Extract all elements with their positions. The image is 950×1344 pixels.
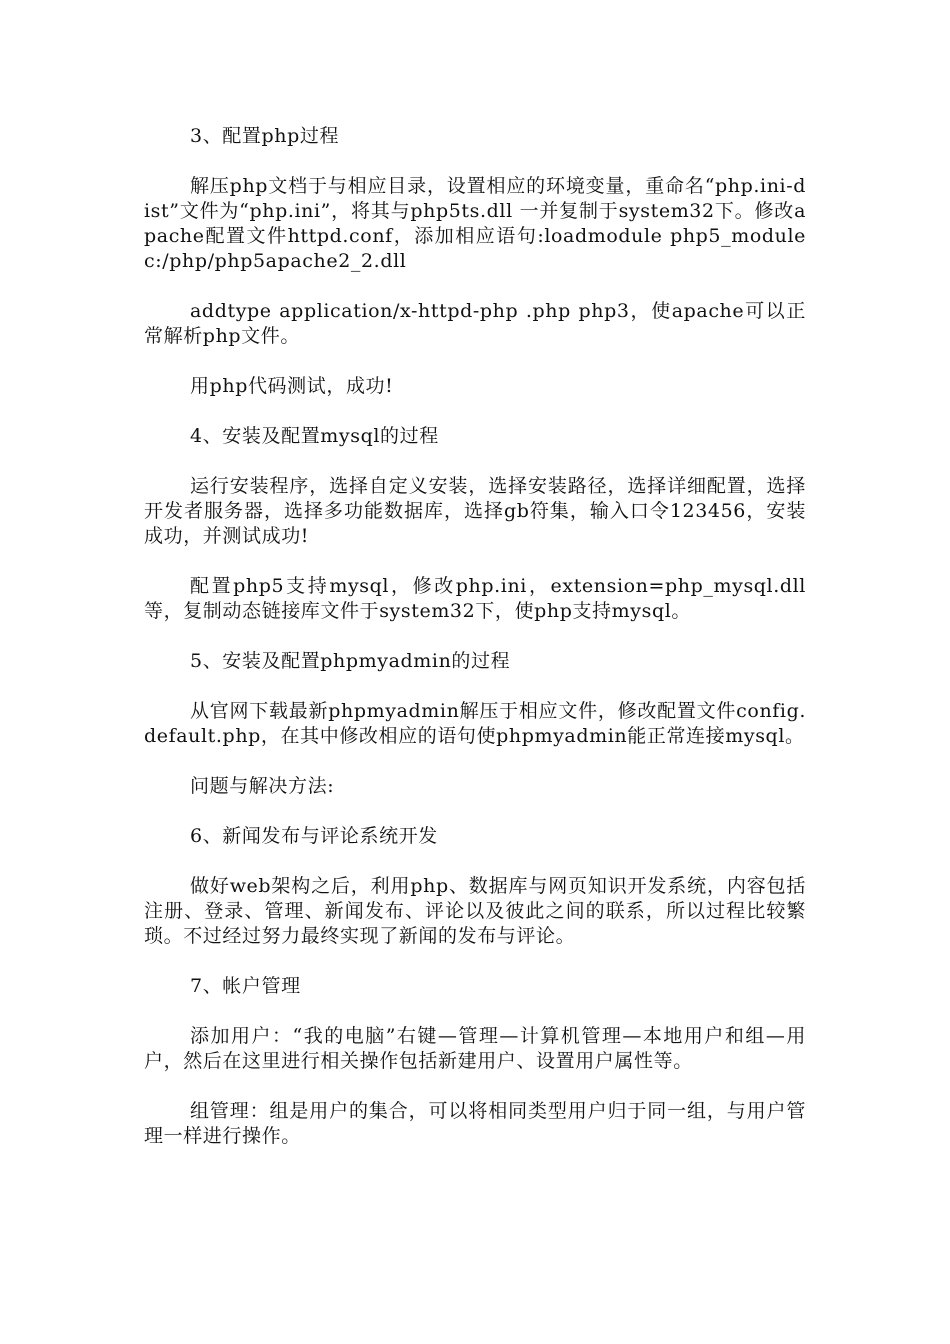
section-heading-php-config: 3、配置php过程 xyxy=(190,125,340,147)
paragraph-php-config: 解压php文档于与相应目录，设置相应的环境变量，重命名“php.ini-dist”文件为“php.ini”，将其与php5ts.dll 一并复制于system32下。修改apache配置文件httpd.conf，添加相应语句:loadmodule php5_module c:/php/php5apache2_2.dll xyxy=(144,175,806,272)
paragraph-group-management: 组管理：组是用户的集合，可以将相同类型用户归于同一组，与用户管理一样进行操作。 xyxy=(144,1100,806,1147)
paragraph-mysql-install: 运行安装程序，选择自定义安装，选择安装路径，选择详细配置，选择开发者服务器，选择多功能数据库，选择gb符集，输入口令123456，安装成功，并测试成功! xyxy=(144,475,806,547)
paragraph-addtype: addtype application/x-httpd-php .php php3，使apache可以正常解析php文件。 xyxy=(144,300,806,347)
document-body xyxy=(144,124,806,1174)
paragraph-php-test: 用php代码测试，成功! xyxy=(190,375,394,397)
paragraph-news-system: 做好web架构之后，利用php、数据库与网页知识开发系统，内容包括注册、登录、管理、新闻发布、评论以及彼此之间的联系，所以过程比较繁琐。不过经过努力最终实现了新闻的发布与评论。 xyxy=(144,875,806,947)
section-heading-news-system: 6、新闻发布与评论系统开发 xyxy=(190,825,438,847)
section-heading-mysql: 4、安装及配置mysql的过程 xyxy=(190,425,439,447)
section-heading-phpmyadmin: 5、安装及配置phpmyadmin的过程 xyxy=(190,650,511,672)
paragraph-phpmyadmin: 从官网下载最新phpmyadmin解压于相应文件，修改配置文件config.default.php，在其中修改相应的语句使phpmyadmin能正常连接mysql。 xyxy=(144,700,806,747)
section-heading-account-management: 7、帐户管理 xyxy=(190,975,301,997)
paragraph-problems: 问题与解决方法: xyxy=(190,775,335,797)
paragraph-add-user: 添加用户：“我的电脑”右键—管理—计算机管理—本地用户和组—用户，然后在这里进行相关操作包括新建用户、设置用户属性等。 xyxy=(144,1025,806,1072)
paragraph-php5-mysql: 配置php5支持mysql，修改php.ini，extension=php_mysql.dll等，复制动态链接库文件于system32下，使php支持mysql。 xyxy=(144,575,806,622)
